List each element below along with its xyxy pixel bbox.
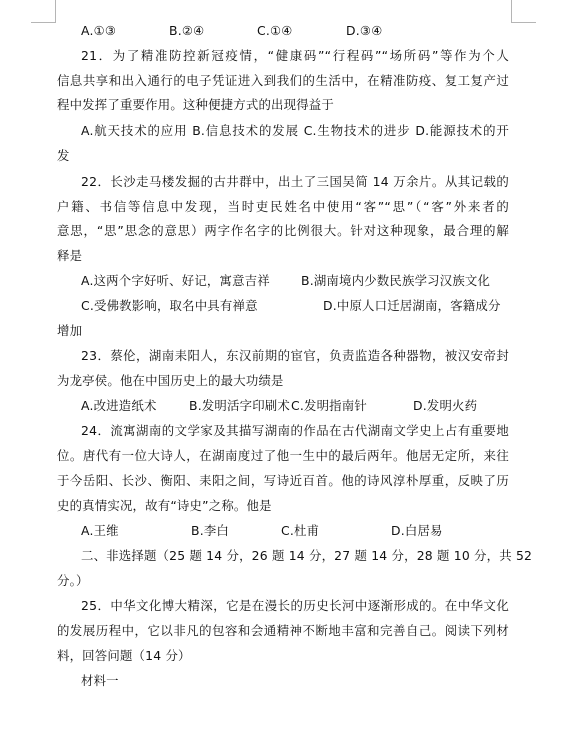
q20-option-d: D.③④ <box>346 23 383 38</box>
q23-option-a: A.改进造纸术 <box>81 398 157 413</box>
q24-stem-line-1: 24．流寓湖南的文学家及其描写湖南的作品在古代湖南文学史上占有重要地 <box>81 423 509 438</box>
q22-option-d-continuation: 增加 <box>57 323 83 338</box>
q23-option-b: B.发明活字印刷术 <box>189 398 290 413</box>
section2-heading-line-2: 分。） <box>57 573 89 588</box>
q22-stem-line-1: 22．长沙走马楼发掘的古井群中，出土了三国吴简 14 万余片。从其记载的 <box>81 174 509 189</box>
q24-option-b: B.李白 <box>191 523 230 538</box>
q21-stem-line-1: 21．为了精准防控新冠疫情，“健康码”“行程码”“场所码”等作为个人 <box>81 48 509 63</box>
q24-stem-line-2: 位。唐代有一位大诗人，在湖南度过了他一生中的最后两年。他居无定所，来往 <box>57 448 509 463</box>
q24-option-c: C.杜甫 <box>281 523 320 538</box>
q20-option-c: C.①④ <box>257 23 293 38</box>
q23-stem-line-2: 为龙亭侯。他在中国历史上的最大功绩是 <box>57 373 284 388</box>
q22-stem-line-3: 意思，“思”思念的意思）两字作名字的比例很大。针对这种现象，最合理的解 <box>57 223 509 238</box>
q25-stem-line-3: 料，回答问题（14 分） <box>57 648 191 663</box>
q21-stem-line-3: 程中发挥了重要作用。这种便捷方式的出现得益于 <box>57 97 334 112</box>
q22-stem-line-4: 释是 <box>57 248 83 263</box>
q21-options-line: A.航天技术的应用 B.信息技术的发展 C.生物技术的进步 D.能源技术的开 <box>81 123 509 138</box>
q24-option-d: D.白居易 <box>391 523 443 538</box>
q23-option-c: C.发明指南针 <box>291 398 367 413</box>
q25-stem-line-1: 25．中华文化博大精深，它是在漫长的历史长河中逐渐形成的。在中华文化 <box>81 598 509 613</box>
q22-option-c: C.受佛教影响，取名中具有禅意 <box>81 298 258 313</box>
q20-option-a: A.①③ <box>81 23 117 38</box>
q25-material-label: 材料一 <box>81 673 119 688</box>
section2-heading-line-1: 二、非选择题（25 题 14 分，26 题 14 分，27 题 14 分，28 题 10 分，共 52 <box>81 548 533 563</box>
q25-stem-line-2: 的发展历程中，它以非凡的包容和会通精神不断地丰富和完善自己。阅读下列材 <box>57 623 509 638</box>
q24-option-a: A.王维 <box>81 523 119 538</box>
q20-option-b: B.②④ <box>169 23 205 38</box>
q21-stem-line-2: 信息共享和出入通行的电子凭证进入到我们的生活中，在精准防疫、复工复产过 <box>57 73 509 88</box>
q24-stem-line-4: 史的真情实况，故有“诗史”之称。他是 <box>57 498 272 513</box>
q22-option-a: A.这两个字好听、好记，寓意吉祥 <box>81 273 270 288</box>
q22-option-d: D.中原人口迁居湖南，客籍成分 <box>323 298 501 313</box>
q21-options-continuation: 发 <box>57 148 70 163</box>
q23-stem-line-1: 23．蔡伦，湖南耒阳人，东汉前期的宦官，负责监造各种器物，被汉安帝封 <box>81 348 509 363</box>
q22-stem-line-2: 户籍、书信等信息中发现，当时吏民姓名中使用“客”“思”（“客”外来者的 <box>57 199 509 214</box>
q23-option-d: D.发明火药 <box>413 398 478 413</box>
q22-option-b: B.湖南境内少数民族学习汉族文化 <box>301 273 491 288</box>
q24-stem-line-3: 于今岳阳、长沙、衡阳、耒阳之间，写诗近百首。他的诗风淳朴厚重，反映了历 <box>57 473 509 488</box>
